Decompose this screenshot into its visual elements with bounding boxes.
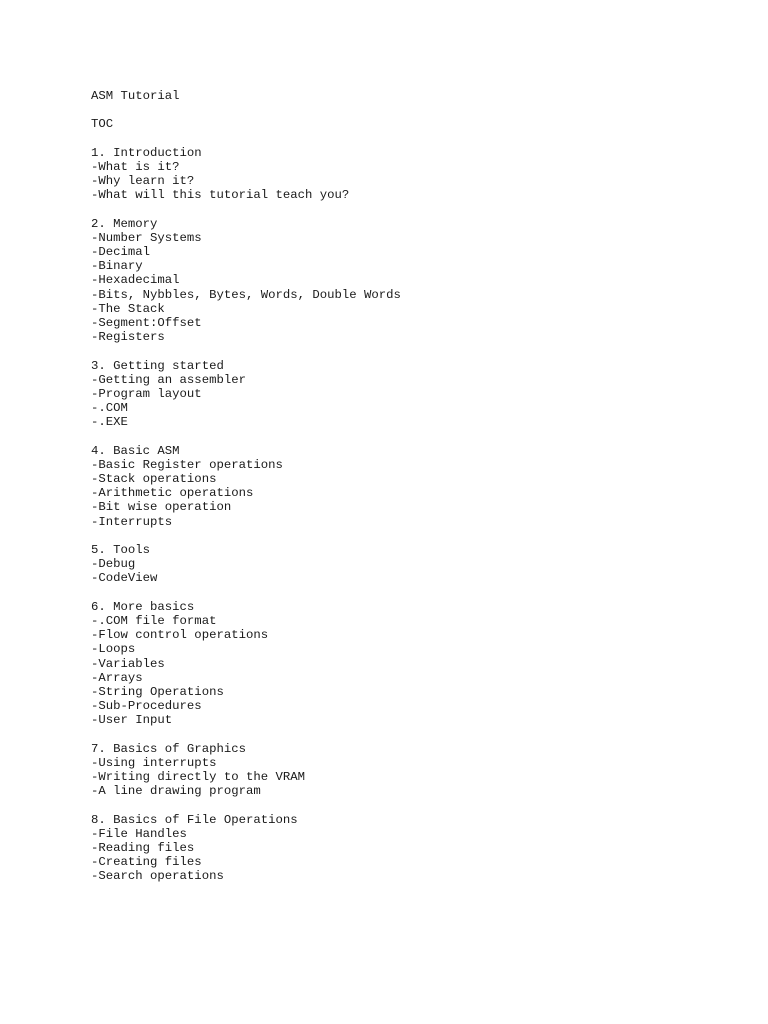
toc-item: -Registers [91,330,165,345]
toc-item: -CodeView [91,571,158,586]
toc-item: -Basic Register operations [91,457,283,472]
toc-item: -.COM file format [91,613,217,628]
spacer [91,430,741,444]
toc-item: -Arrays [91,670,143,685]
toc-item: -Flow control operations [91,628,269,643]
toc-section [91,813,741,884]
toc-item: -User Input [91,713,173,728]
toc-item: -Bits, Nybbles, Bytes, Words, Double Words [91,287,401,302]
toc-item: -Debug [91,557,136,572]
spacer [91,203,741,217]
toc-section [91,217,741,359]
toc-section [91,359,741,444]
toc-section-heading: 2. Memory [91,216,158,231]
document-title: ASM Tutorial [91,89,180,103]
toc-item: -Stack operations [91,472,217,487]
toc-item: -What will this tutorial teach you? [91,188,350,203]
toc-item: -The Stack [91,301,165,316]
spacer [91,529,741,543]
toc-item: -Number Systems [91,230,202,245]
toc-item: -Sub-Procedures [91,699,202,714]
table-of-contents [91,146,741,884]
toc-item: -Binary [91,259,143,274]
toc-section [91,742,741,813]
spacer [91,586,741,600]
toc-item: -Arithmetic operations [91,486,254,501]
spacer [91,344,741,358]
toc-item: -Using interrupts [91,755,217,770]
toc-item: -Interrupts [91,514,173,529]
toc-section [91,146,741,217]
toc-section [91,600,741,742]
toc-item: -What is it? [91,159,180,174]
toc-item: -Segment:Offset [91,316,202,330]
toc-item: -Variables [91,656,165,671]
toc-item: -Decimal [91,245,151,260]
toc-item: -Bit wise operation [91,500,232,515]
toc-item: -Loops [91,642,136,657]
toc-section [91,543,741,600]
toc-section-heading: 6. More basics [91,599,195,614]
spacer [91,103,741,117]
toc-item: -Writing directly to the VRAM [91,770,306,784]
toc-section-heading: 7. Basics of Graphics [91,741,246,756]
toc-item: -Hexadecimal [91,273,180,288]
toc-section-heading: 1. Introduction [91,145,202,160]
toc-item: -String Operations [91,684,224,699]
toc-item: -Reading files [91,840,195,855]
toc-section-heading: 4. Basic ASM [91,443,180,458]
spacer [91,727,741,741]
toc-section-heading: 5. Tools [91,543,151,557]
document-page [91,89,741,884]
toc-item: -File Handles [91,826,187,841]
toc-heading: TOC [91,117,114,132]
toc-section [91,444,741,543]
toc-item: -.EXE [91,415,128,430]
toc-section-heading: 8. Basics of File Operations [91,812,298,827]
toc-section-heading: 3. Getting started [91,358,224,373]
toc-item: -Why learn it? [91,174,195,189]
spacer [91,798,741,812]
toc-item: -Search operations [91,869,224,884]
toc-item: -.COM [91,401,128,416]
toc-item: -Program layout [91,386,202,401]
toc-item: -Getting an assembler [91,372,246,387]
toc-item: -A line drawing program [91,784,261,799]
spacer [91,132,741,146]
toc-item: -Creating files [91,855,202,870]
